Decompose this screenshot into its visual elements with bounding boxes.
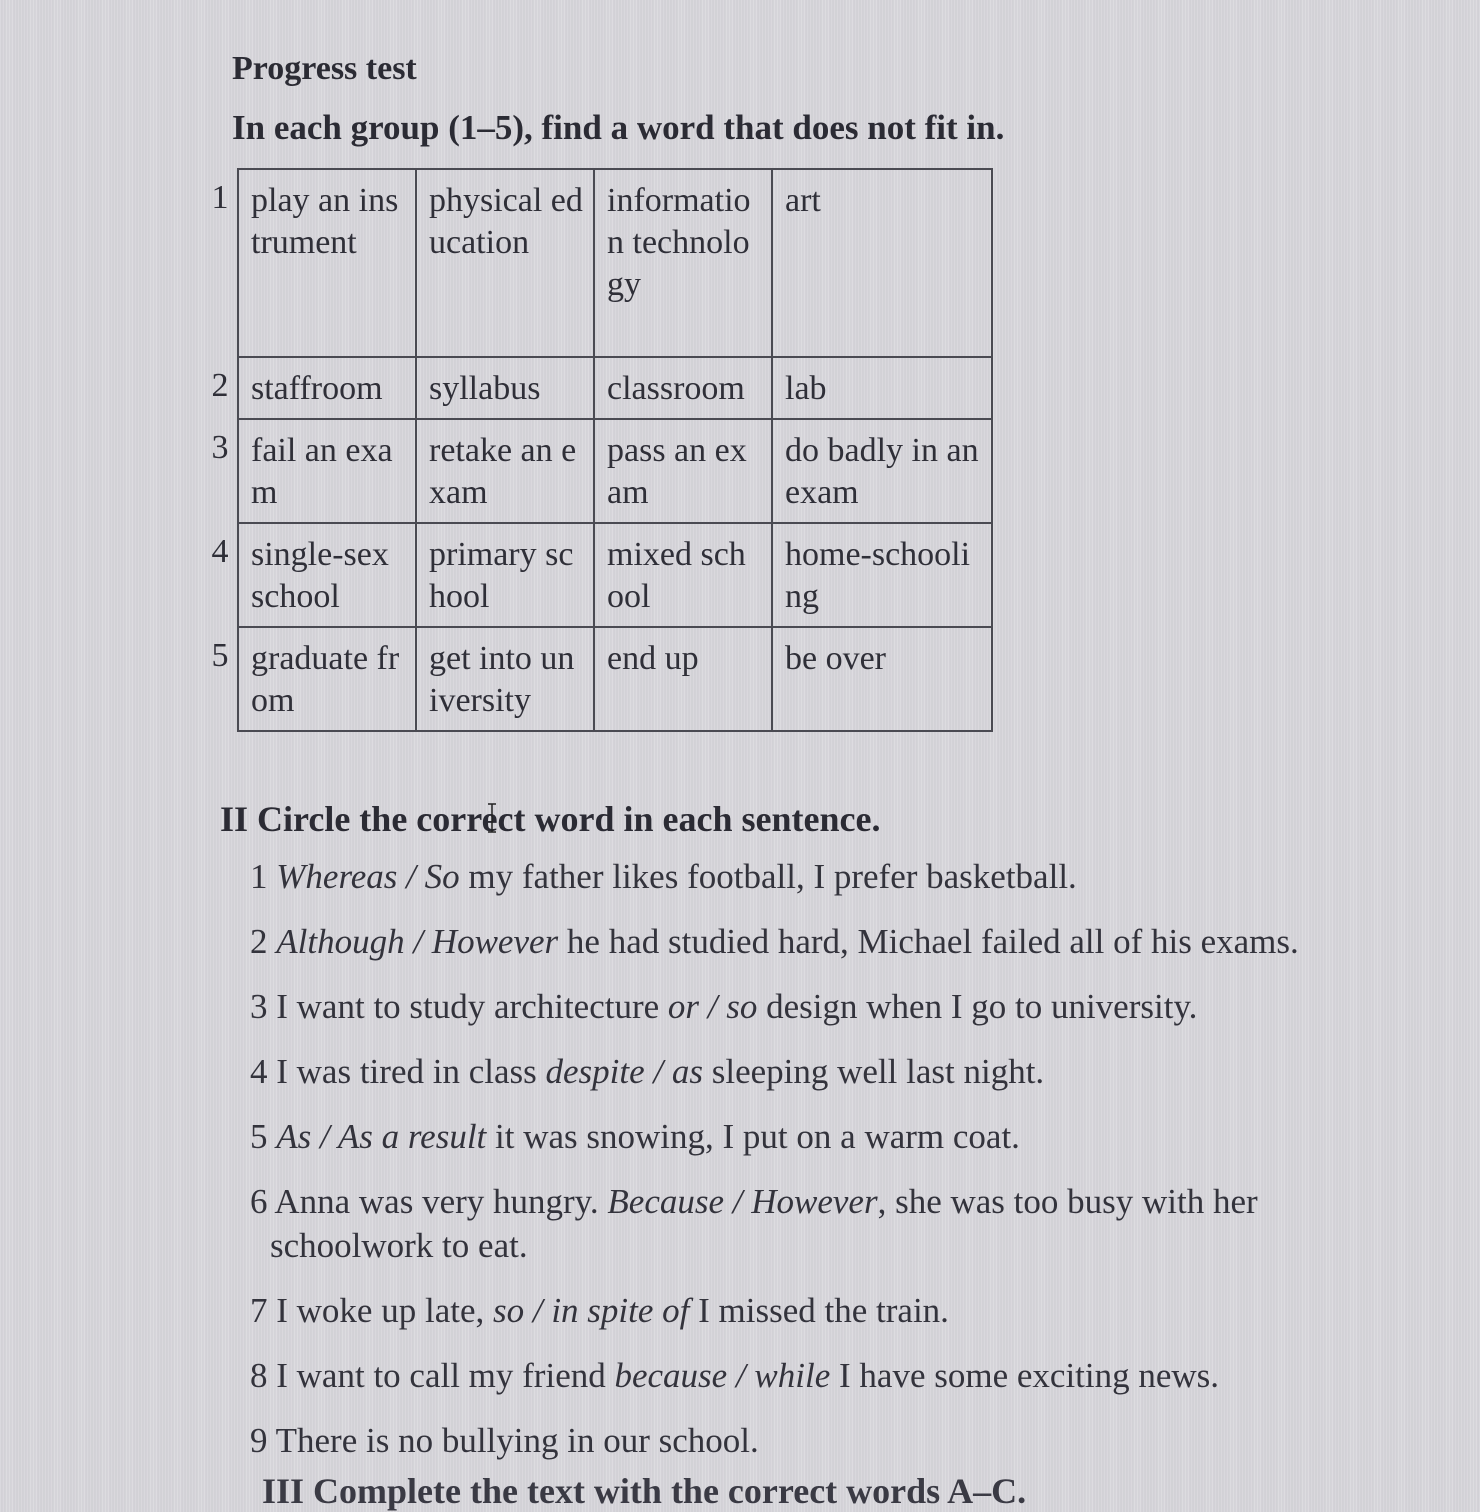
sentence-item xyxy=(250,1050,1370,1094)
sentence-options[interactable]: or / so xyxy=(667,987,758,1026)
sentence-item xyxy=(250,855,1370,899)
group-number: 5 xyxy=(211,637,229,674)
sentence-text-before: There is no bullying in our school. xyxy=(275,1421,759,1460)
group-word-cell: do badly in an exam xyxy=(772,419,992,523)
group-word-cell: play an instrument xyxy=(238,169,416,357)
group-row xyxy=(203,627,992,731)
sentence-item xyxy=(250,920,1370,964)
sentence-number: 3 xyxy=(250,987,268,1026)
sentence-number: 6 xyxy=(250,1182,268,1221)
sentence-number: 2 xyxy=(250,922,268,961)
section3-heading: III Complete the text with the correct words A–C. xyxy=(262,1471,1027,1511)
sentence-options[interactable]: so / in spite of xyxy=(492,1291,690,1330)
group-word-cell: staffroom xyxy=(238,357,416,419)
sentence-options[interactable]: despite / as xyxy=(545,1052,703,1091)
group-word-cell: home-schooling xyxy=(772,523,992,627)
group-word-cell: physical education xyxy=(416,169,594,357)
group-word-cell: end up xyxy=(594,627,772,731)
sentence-text-after: , she was too busy with her xyxy=(877,1182,1258,1221)
sentence-text-after: sleeping well last night. xyxy=(702,1052,1045,1091)
group-number: 4 xyxy=(211,533,229,570)
sentence-options[interactable]: Although / However xyxy=(276,922,559,961)
sentence-options[interactable]: Because / However xyxy=(607,1182,878,1221)
sentence-text-after: he had studied hard, Michael failed all of his exams. xyxy=(558,922,1299,961)
group-row xyxy=(203,419,992,523)
sentence-text-before: I want to call my friend xyxy=(276,1356,615,1395)
sentence-number: 8 xyxy=(250,1356,268,1395)
sentence-text-after: I have some exciting news. xyxy=(830,1356,1220,1395)
sentence-text-after: my father likes football, I prefer basketball. xyxy=(459,857,1077,896)
group-row xyxy=(203,169,992,357)
sentence-item xyxy=(250,1354,1370,1398)
sentence-number: 5 xyxy=(250,1117,268,1156)
group-word-cell: art xyxy=(772,169,992,357)
sentence-text-after: it was snowing, I put on a warm coat. xyxy=(486,1117,1020,1156)
group-word-cell: lab xyxy=(772,357,992,419)
group-word-cell: get into university xyxy=(416,627,594,731)
word-groups-table xyxy=(203,168,993,732)
sentence-text-after: I missed the train. xyxy=(689,1291,949,1330)
sentence-options[interactable]: because / while xyxy=(614,1356,831,1395)
sentence-text-before: I want to study architecture xyxy=(276,987,668,1026)
group-word-cell: primary school xyxy=(416,523,594,627)
text-cursor-icon xyxy=(487,803,497,833)
sentence-item xyxy=(250,985,1370,1029)
sentence-number: 7 xyxy=(250,1291,268,1330)
sentence-number: 4 xyxy=(250,1052,268,1091)
sentence-item xyxy=(250,1180,1370,1268)
section1-instruction: In each group (1–5), find a word that does not fit in. xyxy=(232,108,1005,147)
group-word-cell: single-sex school xyxy=(238,523,416,627)
group-word-cell: mixed school xyxy=(594,523,772,627)
page-title: Progress test xyxy=(232,50,417,87)
sentence-number: 9 xyxy=(250,1421,268,1460)
sentence-text-after: design when I go to university. xyxy=(757,987,1198,1026)
sentence-text-before: I was tired in class xyxy=(276,1052,546,1091)
sentence-item xyxy=(250,1289,1370,1333)
sentence-continuation: schoolwork to eat. xyxy=(270,1226,528,1265)
sentence-options[interactable]: Whereas / So xyxy=(276,857,460,896)
group-word-cell: classroom xyxy=(594,357,772,419)
group-word-cell: fail an exam xyxy=(238,419,416,523)
sentence-options[interactable]: As / As a result xyxy=(276,1117,487,1156)
group-word-cell: pass an exam xyxy=(594,419,772,523)
group-row xyxy=(203,523,992,627)
group-number: 1 xyxy=(211,179,229,216)
group-number: 3 xyxy=(211,429,229,466)
sentence-number: 1 xyxy=(250,857,268,896)
group-word-cell: be over xyxy=(772,627,992,731)
sentence-item xyxy=(250,1115,1370,1159)
section2-heading: II Circle the correct word in each sentence. xyxy=(220,799,881,839)
group-word-cell: information technology xyxy=(594,169,772,357)
group-number: 2 xyxy=(211,367,229,404)
sentence-item xyxy=(250,1419,1370,1463)
group-word-cell: syllabus xyxy=(416,357,594,419)
group-word-cell: graduate from xyxy=(238,627,416,731)
sentence-text-before: Anna was very hungry. xyxy=(274,1182,608,1221)
sentence-text-before: I woke up late, xyxy=(276,1291,493,1330)
group-row xyxy=(203,357,992,419)
group-word-cell: retake an exam xyxy=(416,419,594,523)
sentence-list xyxy=(250,855,1370,1484)
